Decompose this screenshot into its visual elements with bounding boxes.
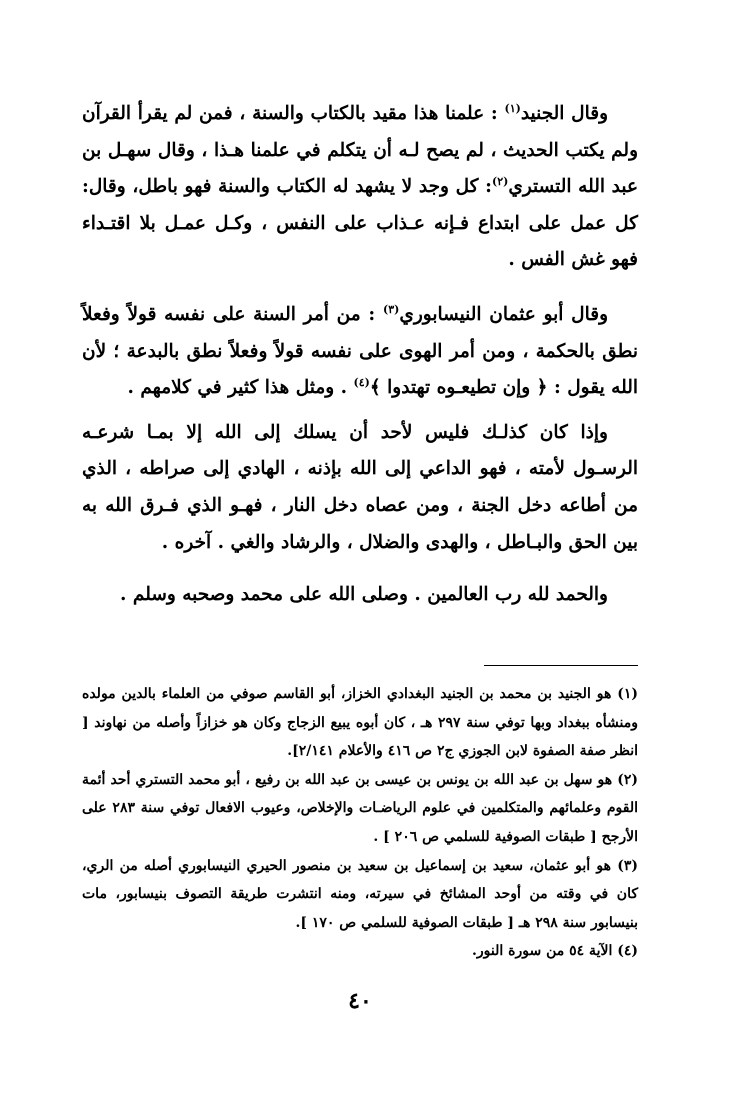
paragraph-text: وقال أبو عثمان النيسابوري	[399, 303, 609, 325]
paragraph-abu-uthman	[82, 297, 638, 407]
footnote-1: (١) هو الجنيد بن محمد بن الجنيد البغدادي الخزاز، أبو القاسم صوفي من العلماء بالدين مولده ومنشأه ببغداد وبها توفي سنة ٢٩٧ هـ ، كان أبوه يبيع الزجاج وكان هو خزازاً وأصله من نهاوند [ انظر صفة الصفوة لابن الجوزي ج٢ ص ٤١٦ والأعلام ٢/١٤١].	[82, 686, 638, 760]
footnote-4: (٤) الآية ٥٤ من سورة النور.	[472, 943, 638, 960]
paragraph-text: : من أمر السنة على نفسه قولاً وفعلاً نطق بالحكمة ، ومن أمر الهوى على نفسه قولاً وفعلاً نطق بالبدعة ؛ لأن الله يقول : ﴿ وإن تطيعـوه تهتدوا ﴾	[82, 303, 638, 399]
paragraph-text: : علمنا هذا مقيد بالكتاب والسنة ، فمن لم يقرأ القرآن ولم يكتب الحديث ، لم يصح لـه أن يتكلم في علمنا هـذا ، وقال سهـل بن عبد الله التستري	[82, 103, 639, 198]
footnote-ref-1[interactable]: (١)	[504, 101, 521, 115]
main-text	[82, 96, 638, 614]
footnote-ref-2[interactable]: (٢)	[492, 175, 509, 189]
paragraph-text: : كل وجد لا يشهد له الكتاب والسنة فهو باطل، وقال: كل عمل على ابتداع فـإنه عـذاب على النفس ، وكـل عمـل بلا اقتـداء فهو غش الفس .	[82, 176, 638, 271]
closing-praise: والحمد لله رب العالمين . وصلى الله على محمد وصحبه وسلم .	[120, 584, 608, 606]
footnote-ref-3[interactable]: (٣)	[382, 302, 400, 316]
paragraph-text: . ومثل هذا كثير في كلامهم .	[127, 377, 354, 399]
paragraph-conclusion: وإذا كان كذلـك فليس لأحد أن يسلك إلى الله إلا بمـا شرعـه الرسـول لأمته ، فهو الداعي إلى الله بإذنه ، الهادي إلى صراطه ، الذي من أطاعه دخل الجنة ، ومن عصاه دخل النار ، فهـو الذي فـرق الله به بين الحق والبـاطل ، والهدى والضلال ، والرشاد والغي . آخره .	[82, 421, 638, 553]
footnote-2: (٢) هو سهل بن عبد الله بن يونس بن عيسى بن عبد الله بن رفيع ، أبو محمد التستري أحد أئمة القوم وعلمائهم والمتكلمين في علوم الرياضـات والإخلاص، وعيوب الافعال توفي سنة ٢٨٣ على الأرجح [ طبقات الصوفية للسلمي ص ٢٠٦ ] .	[82, 771, 639, 845]
paragraph-junayd	[82, 96, 638, 279]
paragraph-text: وقال الجنيد	[520, 103, 608, 124]
footnote-3: (٣) هو أبو عثمان، سعيد بن إسماعيل بن سعيد بن منصور الحيري النيسابوري أصله من الري، كان في وقته من أوحد المشائخ في سيرته، ومنه انتشرت طريقة التصوف بنيسابور، مات بنيسابور سنة ٢٩٨ هـ [ طبقات الصوفية للسلمي ص ١٧٠ ].	[82, 857, 638, 931]
footnotes	[82, 680, 638, 966]
page-number: ٤٠	[348, 988, 372, 1014]
footnote-separator	[484, 665, 638, 666]
footnote-ref-4[interactable]: (٤)	[353, 376, 370, 389]
